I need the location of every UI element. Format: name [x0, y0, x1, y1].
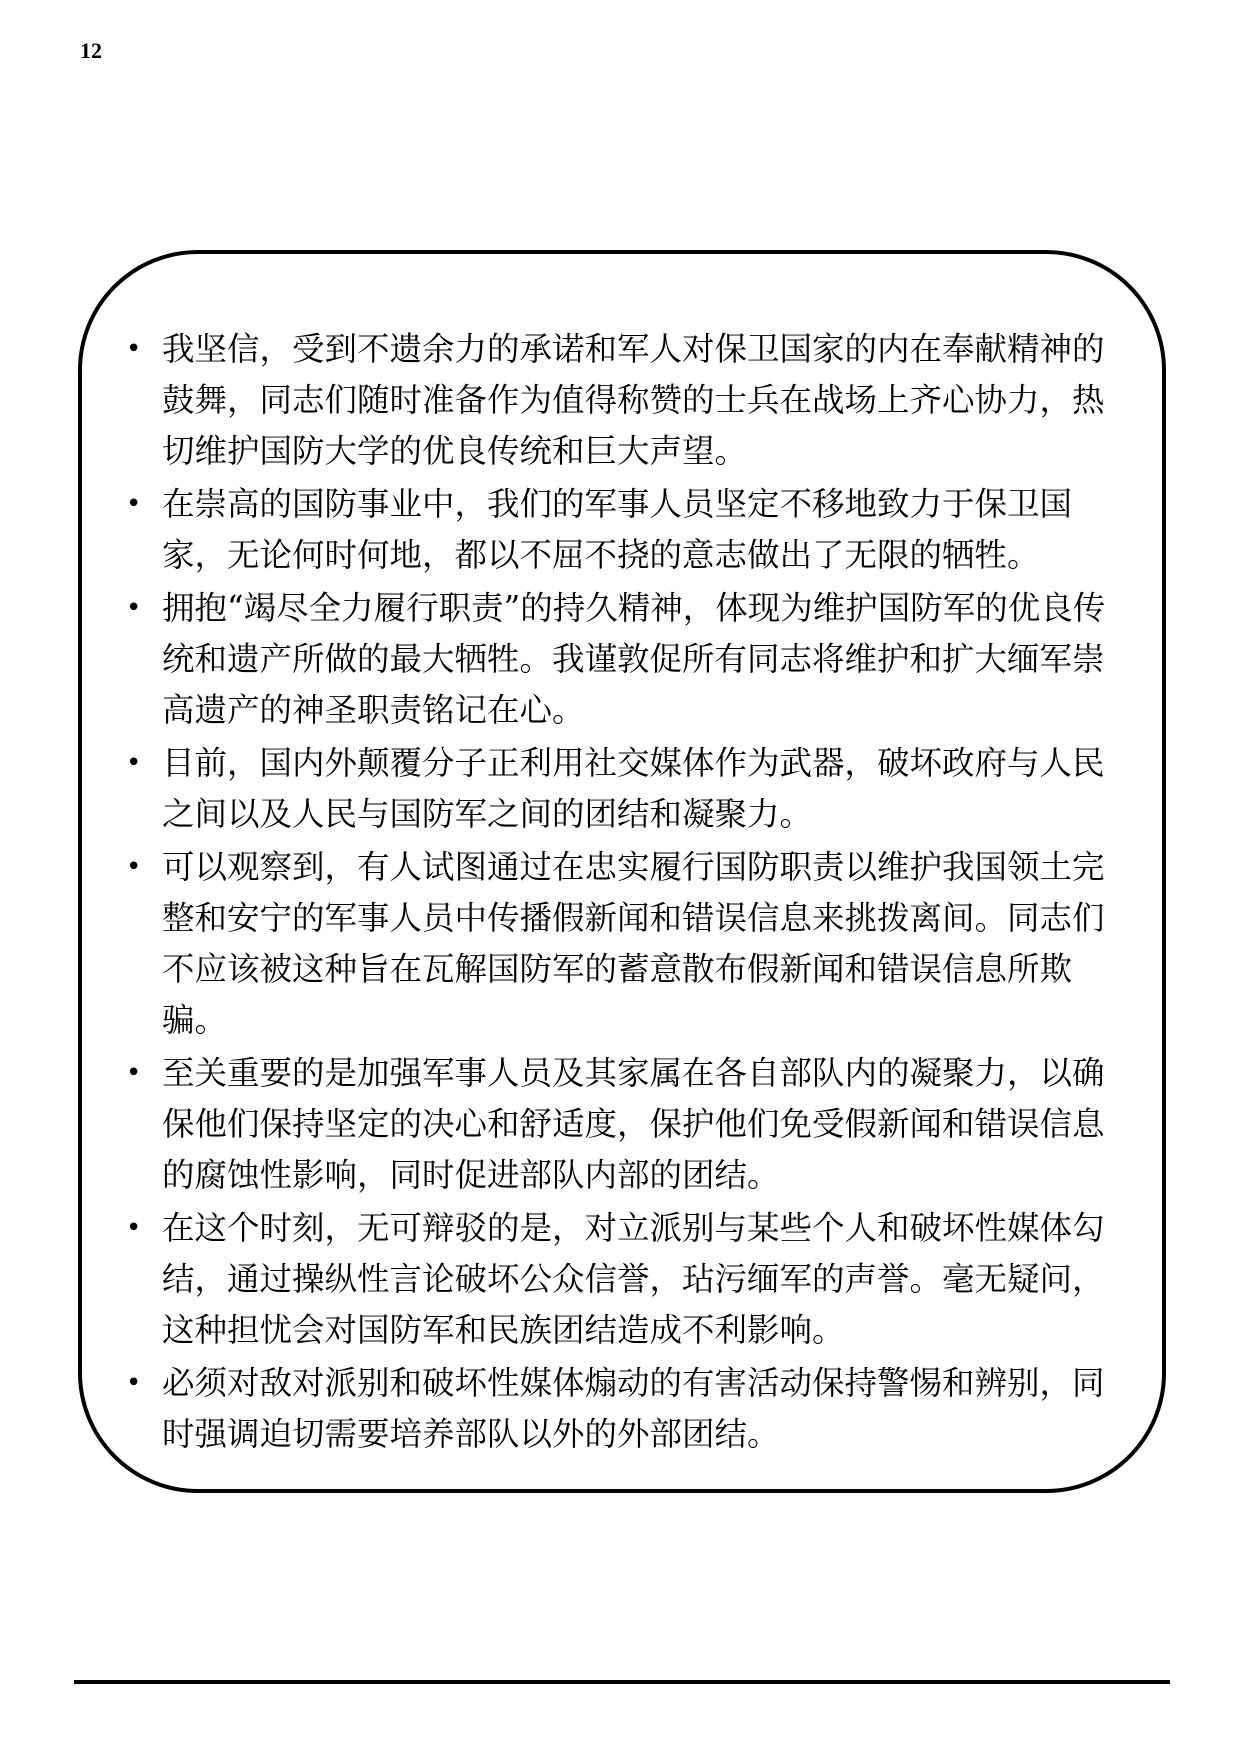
bullet-text: 必须对敌对派别和破坏性媒体煽动的有害活动保持警惕和辨别，同时强调迫切需要培养部队以外的外部团结。 [162, 1364, 1105, 1453]
bullet-icon: • [126, 852, 142, 882]
list-item [122, 324, 1122, 477]
list-item [122, 479, 1122, 581]
bullet-text: 在这个时刻，无可辩驳的是，对立派别与某些个人和破坏性媒体勾结，通过操纵性言论破坏公众信誉，玷污缅军的声誉。毫无疑问，这种担忧会对国防军和民族团结造成不利影响。 [162, 1209, 1105, 1349]
bullet-text: 目前，国内外颠覆分子正利用社交媒体作为武器，破坏政府与人民之间以及人民与国防军之间的团结和凝聚力。 [162, 744, 1105, 833]
bullet-icon: • [126, 489, 142, 519]
bullet-text: 拥抱“竭尽全力履行职责”的持久精神，体现为维护国防军的优良传统和遗产所做的最大牺牲。我谨敦促所有同志将维护和扩大缅军崇高遗产的神圣职责铭记在心。 [162, 589, 1106, 729]
bullet-icon: • [126, 334, 142, 364]
list-item [122, 1203, 1122, 1356]
bullet-text: 可以观察到，有人试图通过在忠实履行国防职责以维护我国领土完整和安宁的军事人员中传播假新闻和错误信息来挑拨离间。同志们不应该被这种旨在瓦解国防军的蓄意散布假新闻和错误信息所欺骗。 [162, 848, 1105, 1039]
list-item [122, 1358, 1122, 1460]
bullet-box [78, 250, 1166, 1493]
bullet-icon: • [126, 1368, 142, 1398]
list-item [122, 738, 1122, 840]
bullet-icon: • [126, 748, 142, 778]
bullet-text: 在崇高的国防事业中，我们的军事人员坚定不移地致力于保卫国家，无论何时何地，都以不屈不挠的意志做出了无限的牺牲。 [162, 485, 1073, 574]
bullet-text: 至关重要的是加强军事人员及其家属在各自部队内的凝聚力，以确保他们保持坚定的决心和舒适度，保护他们免受假新闻和错误信息的腐蚀性影响，同时促进部队内部的团结。 [162, 1054, 1105, 1194]
bullet-icon: • [126, 1213, 142, 1243]
bullet-icon: • [126, 1058, 142, 1088]
list-item [122, 583, 1122, 736]
bullet-list [122, 324, 1122, 1462]
bullet-icon: • [126, 593, 142, 623]
list-item [122, 1048, 1122, 1201]
bullet-text: 我坚信，受到不遗余力的承诺和军人对保卫国家的内在奉献精神的鼓舞，同志们随时准备作为值得称赞的士兵在战场上齐心协力，热切维护国防大学的优良传统和巨大声望。 [162, 330, 1105, 470]
page-number: 12 [80, 38, 102, 63]
footer-divider [74, 1680, 1170, 1684]
list-item [122, 842, 1122, 1046]
